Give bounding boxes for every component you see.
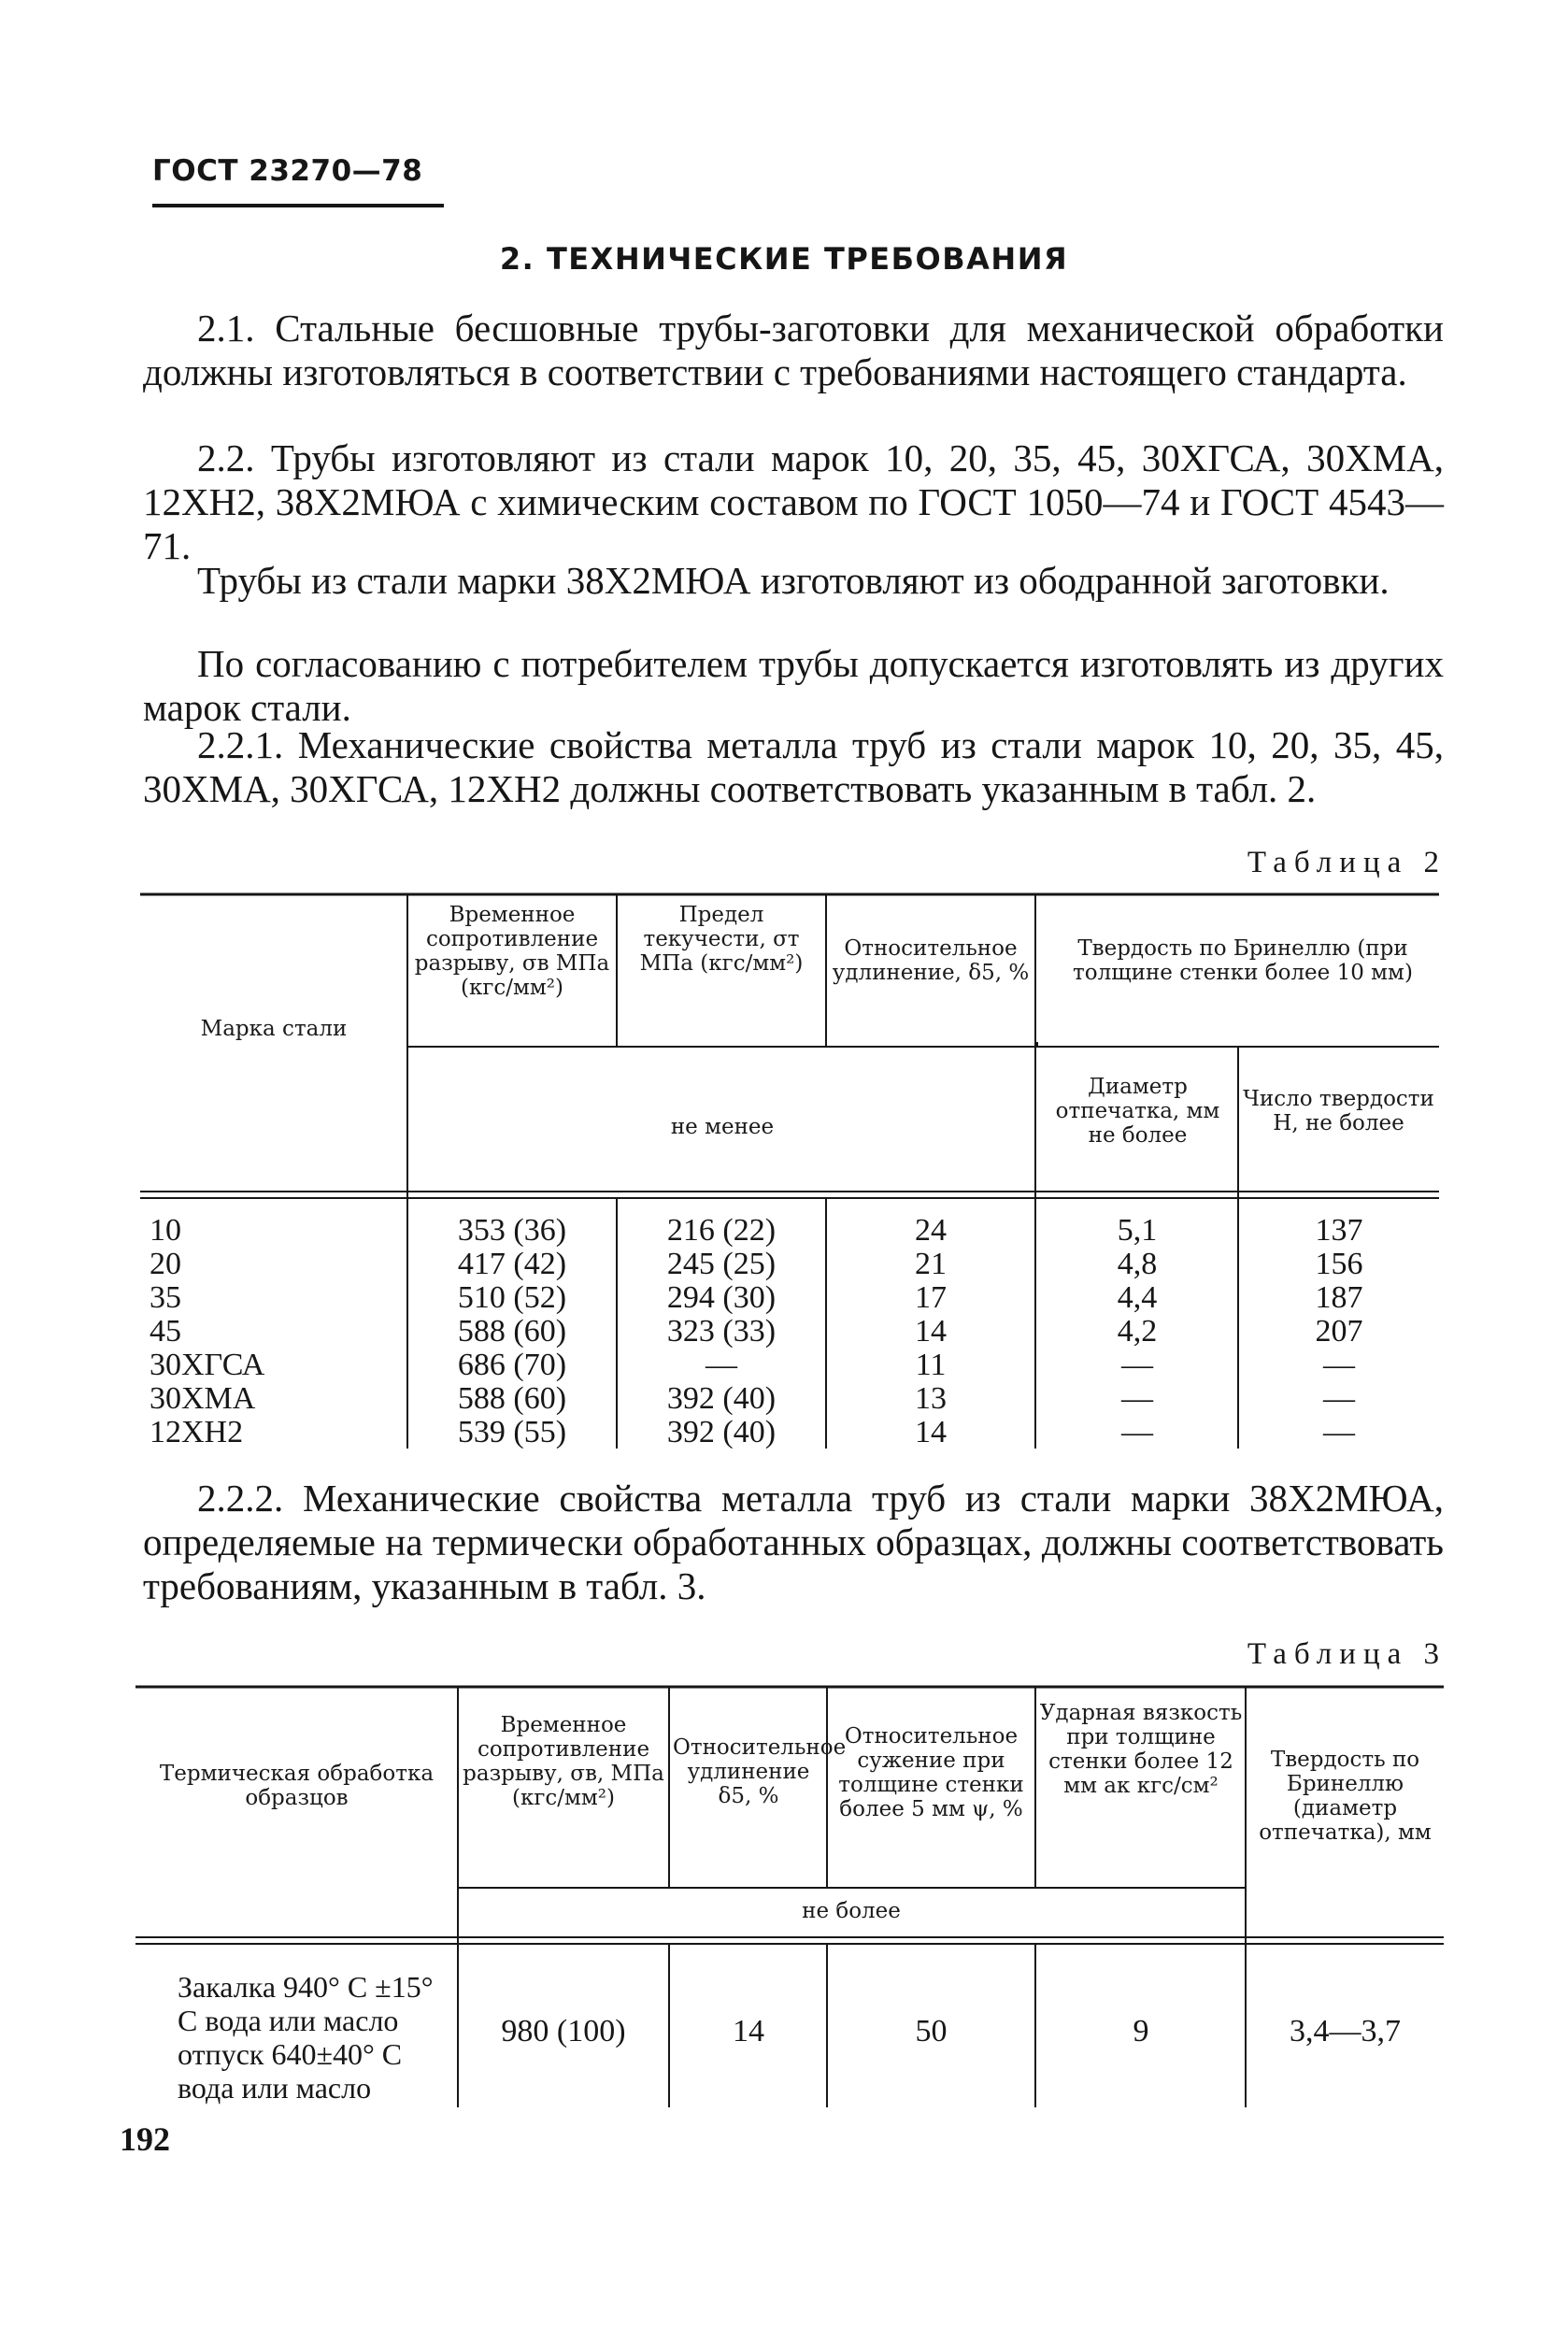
t2-cell-elongation: 13 bbox=[915, 1381, 947, 1416]
paragraph-2-2: 2.2. Трубы изготовляют из стали марок 10, 20, 35, 45, 30ХГСА, 30ХМА, 12ХН2, 38Х2МЮА с химическим составом по ГОСТ 1050—74 и ГОСТ 4543—71. bbox=[143, 436, 1444, 567]
t3-header-narrowing: Относительное сужение при толщине стенки более 5 мм ψ, % bbox=[838, 1724, 1024, 1821]
t2-cell-grade: 12ХН2 bbox=[150, 1415, 244, 1449]
t2-cell-grade: 30ХГСА bbox=[150, 1348, 265, 1382]
t2-cell-yield: 323 (33) bbox=[666, 1314, 777, 1349]
paragraph-agreement: По согласованию с потребителем трубы допускается изготовлять из других марок стали. bbox=[143, 642, 1444, 729]
t2-cell-hardness: 187 bbox=[1315, 1280, 1363, 1315]
t3-cell-treatment: Закалка 940° С ±15° С вода или масло отпуск 640±40° С вода или масло bbox=[178, 1970, 434, 2105]
t2-cell-hardness: 207 bbox=[1315, 1314, 1363, 1349]
document-header: ГОСТ 23270—78 bbox=[152, 154, 423, 188]
t3-cell-brinell: 3,4—3,7 bbox=[1290, 2014, 1401, 2048]
t2-cell-grade: 30ХМА bbox=[150, 1381, 256, 1416]
t3-header-elongation: Относительное удлинение δ5, % bbox=[673, 1735, 847, 1808]
paragraph-2-2-2: 2.2.2. Механические свойства металла труб из стали марки 38Х2МЮА, определяемые на термически обработанных образцах, должны соответствовать требованиям, указанным в табл. 3. bbox=[143, 1477, 1444, 1607]
t2-cell-yield: 245 (25) bbox=[666, 1247, 777, 1281]
t2-cell-diameter: — bbox=[1121, 1381, 1153, 1416]
paragraph-38x2myua: Трубы из стали марки 38Х2МЮА изготовляют из ободранной заготовки. bbox=[197, 559, 1390, 602]
t2-cell-tensile: 588 (60) bbox=[457, 1381, 567, 1416]
t2-header-yield: Предел текучести, σт МПа (кгс/мм²) bbox=[639, 903, 804, 976]
t2-cell-diameter: 5,1 bbox=[1117, 1213, 1158, 1248]
t3-cell-tensile: 980 (100) bbox=[501, 2014, 626, 2048]
t2-cell-elongation: 24 bbox=[915, 1213, 947, 1248]
t2-header-grade: Марка стали bbox=[200, 1017, 348, 1041]
t2-cell-elongation: 14 bbox=[915, 1415, 947, 1449]
t2-cell-tensile: 417 (42) bbox=[457, 1247, 567, 1281]
t2-cell-yield: 294 (30) bbox=[666, 1280, 777, 1315]
t3-header-not-more: не более bbox=[802, 1899, 901, 1923]
t2-cell-hardness: 156 bbox=[1315, 1247, 1363, 1281]
t3-header-impact: Ударная вязкость при толщине стенки более 12 мм aк кгс/см² bbox=[1039, 1701, 1243, 1798]
t2-cell-hardness: — bbox=[1323, 1415, 1355, 1449]
t3-header-brinell: Твердость по Бринеллю (диаметр отпечатка), мм bbox=[1259, 1748, 1432, 1845]
header-rule bbox=[152, 204, 444, 207]
section-title: 2. ТЕХНИЧЕСКИЕ ТРЕБОВАНИЯ bbox=[499, 241, 1069, 277]
page-number: 192 bbox=[120, 2120, 170, 2158]
t2-cell-tensile: 588 (60) bbox=[457, 1314, 567, 1349]
t2-cell-grade: 35 bbox=[150, 1280, 181, 1315]
table3-caption: Таблица 3 bbox=[1247, 1637, 1447, 1671]
t2-cell-diameter: — bbox=[1121, 1348, 1153, 1382]
t2-cell-diameter: 4,8 bbox=[1117, 1247, 1158, 1281]
t2-cell-diameter: — bbox=[1121, 1415, 1153, 1449]
t2-cell-tensile: 539 (55) bbox=[457, 1415, 567, 1449]
t2-cell-grade: 10 bbox=[150, 1213, 181, 1248]
t3-header-tensile: Временное сопротивление разрыву, σв, МПа (кгс/мм²) bbox=[463, 1713, 664, 1810]
t2-cell-yield: — bbox=[706, 1348, 737, 1382]
t3-header-treatment: Термическая обработка образцов bbox=[159, 1762, 435, 1810]
t2-header-elongation: Относительное удлинение, δ5, % bbox=[832, 936, 1030, 985]
t2-header-diameter: Диаметр отпечатка, мм не более bbox=[1055, 1075, 1220, 1148]
t2-cell-hardness: — bbox=[1323, 1381, 1355, 1416]
t2-cell-diameter: 4,2 bbox=[1117, 1314, 1158, 1349]
t2-cell-tensile: 510 (52) bbox=[457, 1280, 567, 1315]
t2-cell-diameter: 4,4 bbox=[1117, 1280, 1158, 1315]
paragraph-2-2-1: 2.2.1. Механические свойства металла труб из стали марок 10, 20, 35, 45, 30ХМА, 30ХГСА, 12ХН2 должны соответствовать указанным в табл. 2. bbox=[143, 723, 1444, 810]
table2-caption: Таблица 2 bbox=[1247, 846, 1447, 879]
t2-cell-grade: 45 bbox=[150, 1314, 181, 1349]
t2-cell-hardness: 137 bbox=[1315, 1213, 1363, 1248]
t2-cell-elongation: 17 bbox=[915, 1280, 947, 1315]
t3-cell-elongation: 14 bbox=[733, 2014, 764, 2048]
t2-cell-tensile: 353 (36) bbox=[457, 1213, 567, 1248]
t2-header-tensile: Временное сопротивление разрыву, σв МПа (кгс/мм²) bbox=[414, 903, 610, 1000]
t2-cell-yield: 216 (22) bbox=[666, 1213, 777, 1248]
t2-cell-grade: 20 bbox=[150, 1247, 181, 1281]
t2-header-brinell: Твердость по Бринеллю (при толщине стенки более 10 мм) bbox=[1073, 936, 1413, 985]
paragraph-2-1: 2.1. Стальные бесшовные трубы-заготовки для механической обработки должны изготовляться в соответствии с требованиями настоящего стандарта. bbox=[143, 307, 1444, 393]
t2-cell-yield: 392 (40) bbox=[666, 1381, 777, 1416]
t2-cell-tensile: 686 (70) bbox=[457, 1348, 567, 1382]
t2-cell-hardness: — bbox=[1323, 1348, 1355, 1382]
t2-header-not-less: не менее bbox=[670, 1115, 775, 1139]
t2-cell-elongation: 14 bbox=[915, 1314, 947, 1349]
t2-header-hardness: Число твердости Н, не более bbox=[1243, 1087, 1434, 1135]
t3-cell-impact: 9 bbox=[1133, 2014, 1149, 2048]
t2-cell-elongation: 11 bbox=[915, 1348, 947, 1382]
t2-cell-elongation: 21 bbox=[915, 1247, 947, 1281]
t2-cell-yield: 392 (40) bbox=[666, 1415, 777, 1449]
t3-cell-narrowing: 50 bbox=[915, 2014, 948, 2048]
